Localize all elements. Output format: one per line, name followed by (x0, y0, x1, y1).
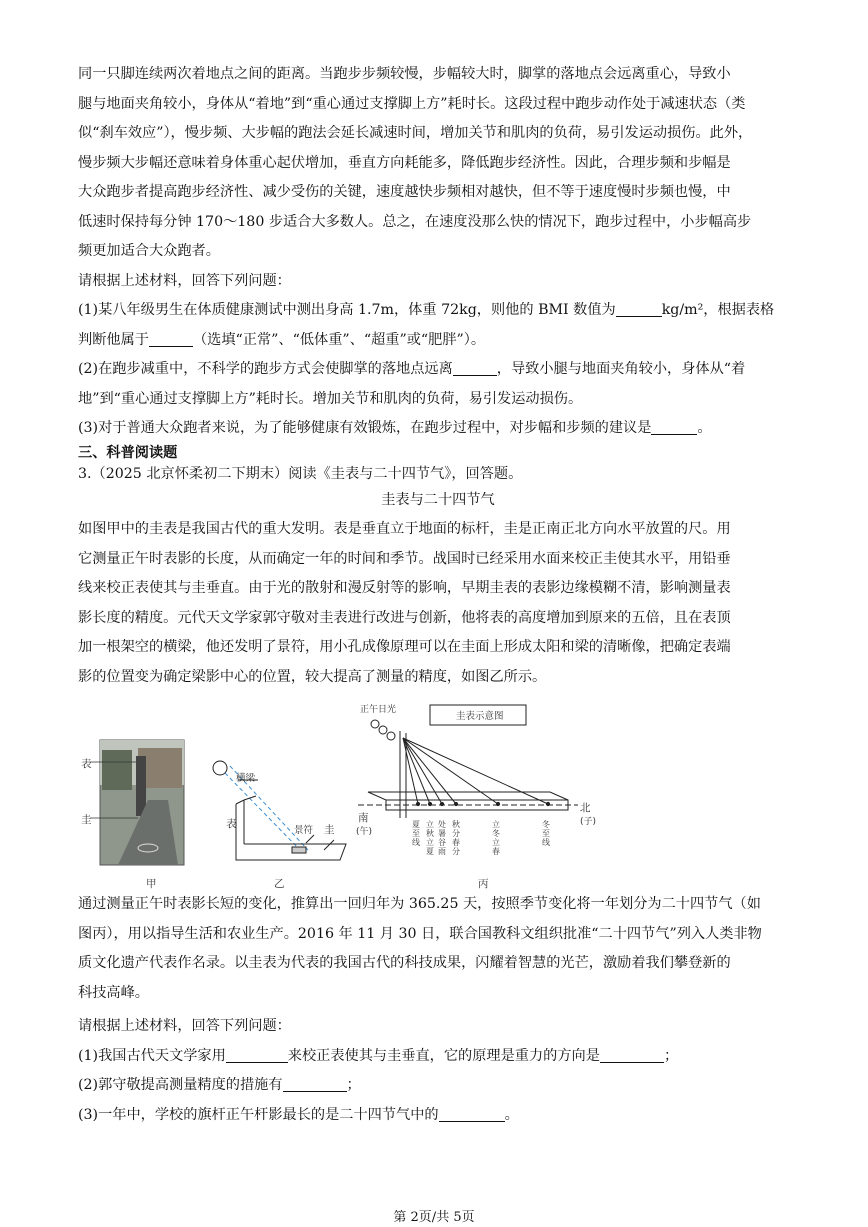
answer-question-3: (3)一年中，学校的旗杆正午杆影最长的是二十四节气中的 。 (78, 1106, 519, 1123)
paragraph-article (78, 515, 798, 692)
diagram-jingfu (213, 761, 346, 860)
question-prompt: 请根据上述材料，回答下列问题： (78, 1018, 291, 1034)
text-line: 似“刹车效应”），慢步频、大步幅的跑法会延长减速时间，增加关节和肌肉的负荷，易引发运动损伤。此外， (78, 125, 753, 141)
document-page (78, 60, 798, 692)
text-line: 质文化遗产代表作名录。以圭表为代表的我国古代的科技成果，闪耀着智慧的光芒，激励着我们攀登新的 (78, 955, 731, 971)
text-line: 图丙），用以指导生活和农业生产。2016 年 11 月 30 日，联合国教科文组织批准“二十四节气”列入人类非物 (78, 925, 762, 942)
caption-bing: 丙 (478, 878, 489, 890)
text-line: 如图甲中的圭表是我国古代的重大发明。表是垂直立于地面的标杆，圭是正南正北方向水平放置的尺。用 (78, 521, 731, 537)
answer-blank[interactable] (439, 1105, 505, 1122)
tick-label: 立冬立春 (492, 820, 500, 856)
answer-blank[interactable] (226, 1046, 288, 1063)
article-title: 圭表与二十四节气 (381, 491, 495, 508)
question-2-line-2: 地”到“重心通过支撑脚上方”耗时长。增加关节和肌肉的负荷，易引发运动损伤。 (78, 390, 583, 407)
caption-yi: 乙 (274, 878, 285, 890)
answer-question-2: (2)郭守敬提高测量精度的措施有 ； (78, 1077, 361, 1093)
text-line: 通过测量正午时表影长短的变化，推算出一回归年为 365.25 天，按照季节变化将一年划分为二十四节气（如 (78, 896, 761, 912)
page-footer: 第 2页/共 5页 (393, 1210, 475, 1225)
text-line: 低速时保持每分钟 170～180 步适合大多数人。总之，在速度没那么快的情况下，跑步过程中，小步幅高步 (78, 213, 752, 230)
answer-blank[interactable] (453, 359, 497, 376)
text-line: 加一根架空的横梁，他还发明了景符，用小孔成像原理可以在圭面上形成太阳和梁的清晰像，把确定表端 (78, 639, 731, 655)
label-jingfu: 景符 (294, 825, 314, 836)
text-line: 影长度的精度。元代天文学家郭守敬对圭表进行改进与创新，他将表的高度增加到原来的五倍，且在表顶 (78, 609, 731, 626)
label-biao: 表 (81, 758, 92, 770)
label-south: 南 (358, 812, 369, 824)
label-sun: 正午日光 (360, 705, 397, 715)
figure-drawing (78, 700, 798, 890)
answer-question-1: (1)我国古代天文学家用 来校正表使其与圭垂直，它的原理是重力的方向是 ； (78, 1047, 679, 1064)
label-diagram-title: 圭表示意图 (456, 711, 504, 722)
text-line: 慢步频大步幅还意味着身体重心起伏增加，垂直方向耗能多，降低跑步经济性。因此，合理步频和步幅是 (78, 154, 731, 171)
answer-blank[interactable] (149, 330, 193, 347)
text-line: 频更加适合大众跑者。 (78, 243, 220, 259)
answer-blank[interactable] (600, 1046, 664, 1063)
question-2-line-1: (2)在跑步减重中，不科学的跑步方式会使脚掌的落地点远离 ，导致小腿与地面夹角较小，身体从“着 (78, 361, 746, 377)
text-line: 同一只脚连续两次着地点之间的距离。当跑步步频较慢，步幅较大时，脚掌的落地点会远离重心，导致小 (78, 66, 731, 82)
label-yi-biao: 表 (226, 818, 237, 830)
tick-label: 处暑谷雨 (438, 820, 446, 856)
answer-blank[interactable] (616, 300, 662, 317)
label-north-symbol: (子) (580, 817, 597, 827)
paragraph-running (78, 60, 798, 267)
paragraph-conclusion (78, 890, 798, 1008)
figure-guibiao (78, 700, 798, 890)
text-line: 线来校正表使其与圭垂直。由于光的散射和漫反射等的影响，早期圭表的表影边缘模糊不清，影响测量表 (78, 580, 731, 596)
text-line: 它测量正午时表影的长度，从而确定一年的时间和季节。战国时已经采用水面来校正圭使其水平，用铅垂 (78, 550, 731, 567)
text-line: 科技高峰。 (78, 984, 149, 1001)
section-heading: 三、科普阅读题 (78, 444, 178, 461)
label-gui: 圭 (81, 814, 92, 826)
document-page-lower (78, 890, 798, 1130)
label-south-symbol: (午) (356, 827, 373, 837)
tick-label: 立秋立夏 (426, 820, 434, 856)
caption-jia: 甲 (146, 878, 157, 890)
tick-label: 秋分春分 (452, 820, 460, 856)
answer-blank[interactable] (283, 1075, 347, 1092)
question-prompt: 请根据上述材料，回答下列问题： (78, 272, 291, 289)
question-1-line-2: 判断他属于 （选填“正常”、“低体重”、“超重”或“肥胖”）。 (78, 331, 486, 348)
photo-guibiao (90, 740, 184, 865)
question-1-line-1: (1)某八年级男生在体质健康测试中测出身高 1.7m，体重 72kg，则他的 BMI 数值为 kg/m²，根据表格 (78, 302, 775, 318)
label-north: 北 (580, 802, 591, 814)
text-line: 大众跑步者提高跑步经济性、减少受伤的关键，速度越快步频相对越快，但不等于速度慢时步频也慢，中 (78, 184, 731, 200)
question-3-line: (3)对于普通大众跑者来说，为了能够健康有效锻炼，在跑步过程中，对步幅和步频的建议是 。 (78, 420, 712, 436)
item-intro: 3.（2025 北京怀柔初二下期末）阅读《圭表与二十四节气》，回答题。 (78, 465, 523, 482)
label-hengliang: 横梁 (236, 773, 256, 784)
text-line: 影的位置变为确定梁影中心的位置，较大提高了测量的精度，如图乙所示。 (78, 668, 547, 685)
label-yi-gui: 圭 (324, 824, 335, 836)
tick-label: 夏至线 (412, 820, 420, 847)
answer-blank[interactable] (651, 418, 697, 435)
text-line: 腿与地面夹角较小，身体从“着地”到“重心通过支撑脚上方”耗时长。这段过程中跑步动作处于减速状态（类 (78, 95, 746, 112)
tick-label: 冬至线 (542, 820, 550, 847)
